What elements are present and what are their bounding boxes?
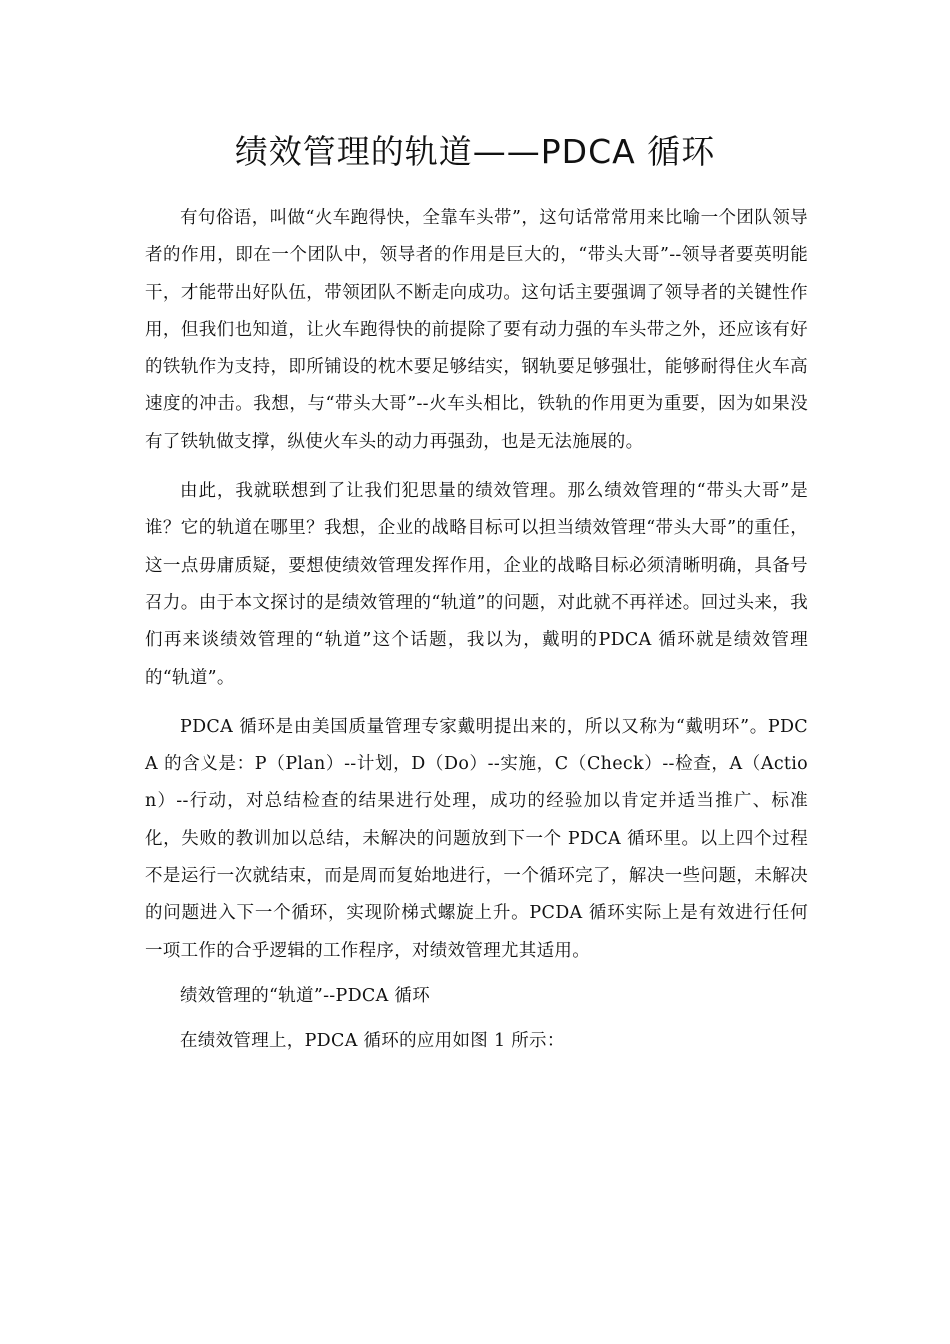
paragraph-performance-track: 由此，我就联想到了让我们犯思量的绩效管理。那么绩效管理的“带头大哥”是谁？它的轨道在哪里？我想，企业的战略目标可以担当绩效管理“带头大哥”的重任，这一点毋庸质疑，要想使绩效管理发挥作用，企业的战略目标必须清晰明确，具备号召力。由于本文探讨的是绩效管理的“轨道”的问题，对此就不再祥述。回过头来，我们再来谈绩效管理的“轨道”这个话题，我以为，戴明的PDCA 循环就是绩效管理的“轨道”。	[145, 481, 808, 688]
paragraph-section-heading: 绩效管理的“轨道”--PDCA 循环	[180, 985, 431, 1006]
paragraph-figure-intro: 在绩效管理上，PDCA 循环的应用如图 1 所示：	[180, 1031, 565, 1052]
paragraph-pdca-definition: PDCA 循环是由美国质量管理专家戴明提出来的，所以又称为“戴明环”。PDCA 的含义是：P（Plan）--计划，D（Do）--实施，C（Check）--检查，A（Action）--行动，对总结检查的结果进行处理，成功的经验加以肯定并适当推广、标准化，失败的教训加以总结，未解决的问题放到下一个 PDCA 循环里。以上四个过程不是运行一次就结束，而是周而复始地进行，一个循环完了，解决一些问题，未解决的问题进入下一个循环，实现阶梯式螺旋上升。PCDA 循环实际上是有效进行任何一项工作的合乎逻辑的工作程序，对绩效管理尤其适用。	[145, 716, 808, 961]
paragraph-train-analogy: 有句俗语，叫做“火车跑得快，全靠车头带”，这句话常常用来比喻一个团队领导者的作用，即在一个团队中，领导者的作用是巨大的，“带头大哥”--领导者要英明能干，才能带出好队伍，带领团队不断走向成功。这句话主要强调了领导者的关键性作用，但我们也知道，让火车跑得快的前提除了要有动力强的车头带之外，还应该有好的铁轨作为支持，即所铺设的枕木要足够结实，钢轨要足够强壮，能够耐得住火车高速度的冲击。我想，与“带头大哥”--火车头相比，铁轨的作用更为重要，因为如果没有了铁轨做支撑，纵使火车头的动力再强劲，也是无法施展的。	[145, 208, 808, 452]
document-title: 绩效管理的轨道——PDCA 循环	[234, 132, 716, 171]
document-body	[145, 200, 808, 1069]
